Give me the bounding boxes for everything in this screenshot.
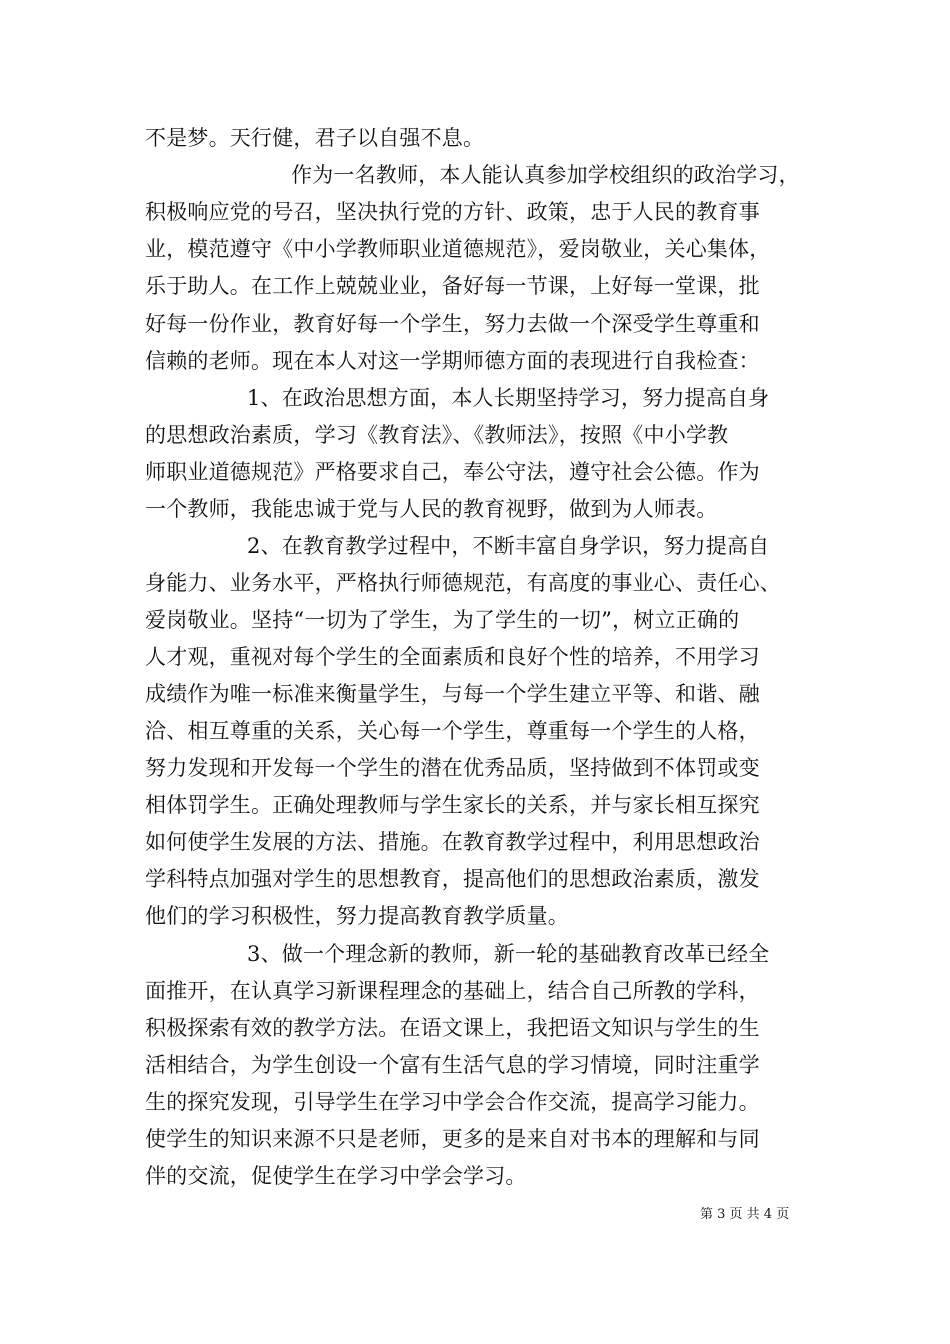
text-line: 相体罚学生。正确处理教师与学生家长的关系，并与家长相互探究 [145,793,760,817]
text-line: 好每一份作业，教育好每一个学生，努力去做一个深受学生尊重和 [145,312,760,336]
text-line: 身能力、业务水平，严格执行师德规范，有高度的事业心、责任心、 [145,571,781,595]
text-line: 成绩作为唯一标准来衡量学生，与每一个学生建立平等、和谐、融 [145,682,760,706]
text-line: 人才观，重视对每个学生的全面素质和良好个性的培养，不用学习 [145,645,760,669]
text-line: 师职业道德规范》严格要求自己，奉公守法，遵守社会公德。作为 [145,460,760,484]
text-line: 面推开，在认真学习新课程理念的基础上，结合自己所教的学科， [145,979,760,1003]
text-line: 乐于助人。在工作上兢兢业业，备好每一节课，上好每一堂课，批 [145,274,760,298]
text-line: 业，模范遵守《中小学教师职业道德规范》，爱岗敬业，关心集体， [145,237,771,261]
text-line: 爱岗敬业。坚持“一切为了学生，为了学生的一切”，树立正确的 [145,608,740,632]
text-line: 学科特点加强对学生的思想教育，提高他们的思想政治素质，激发 [145,867,760,891]
text-line: 伴的交流，促使学生在学习中学会学习。 [145,1164,527,1188]
text-line: 不是梦。天行健，君子以自强不息。 [145,126,485,150]
text-line: 他们的学习积极性，努力提高教育教学质量。 [145,904,569,928]
page-number-footer: 第 3 页 共 4 页 [700,1207,790,1222]
text-line: 的思想政治素质，学习《教育法》、《教师法》，按照《中小学教 [145,423,729,447]
text-line: 如何使学生发展的方法、措施。在教育教学过程中，利用思想政治 [145,830,760,854]
text-line: 洽、相互尊重的关系，关心每一个学生，尊重每一个学生的人格， [145,719,760,743]
paragraph-start-line: 3、做一个理念新的教师，新一轮的基础教育改革已经全 [247,942,770,966]
text-line: 信赖的老师。现在本人对这一学期师德方面的表现进行自我检查： [145,349,760,373]
text-line: 积极响应党的号召，坚决执行党的方针、政策，忠于人民的教育事 [145,200,760,224]
text-line: 一个教师，我能忠诚于党与人民的教育视野，做到为人师表。 [145,497,718,521]
text-line: 活相结合，为学生创设一个富有生活气息的学习情境，同时注重学 [145,1053,760,1077]
text-line: 积极探索有效的教学方法。在语文课上，我把语文知识与学生的生 [145,1016,760,1040]
paragraph-start-line: 2、在教育教学过程中，不断丰富自身学识，努力提高自 [247,534,770,558]
text-line: 使学生的知识来源不只是老师，更多的是来自对书本的理解和与同 [145,1127,760,1151]
paragraph-start-line: 作为一名教师，本人能认真参加学校组织的政治学习， [291,163,800,187]
text-line: 生的探究发现，引导学生在学习中学会合作交流，提高学习能力。 [145,1090,760,1114]
paragraph-start-line: 1、在政治思想方面，本人长期坚持学习，努力提高自身 [247,386,770,410]
text-line: 努力发现和开发每一个学生的潜在优秀品质，坚持做到不体罚或变 [145,756,760,780]
